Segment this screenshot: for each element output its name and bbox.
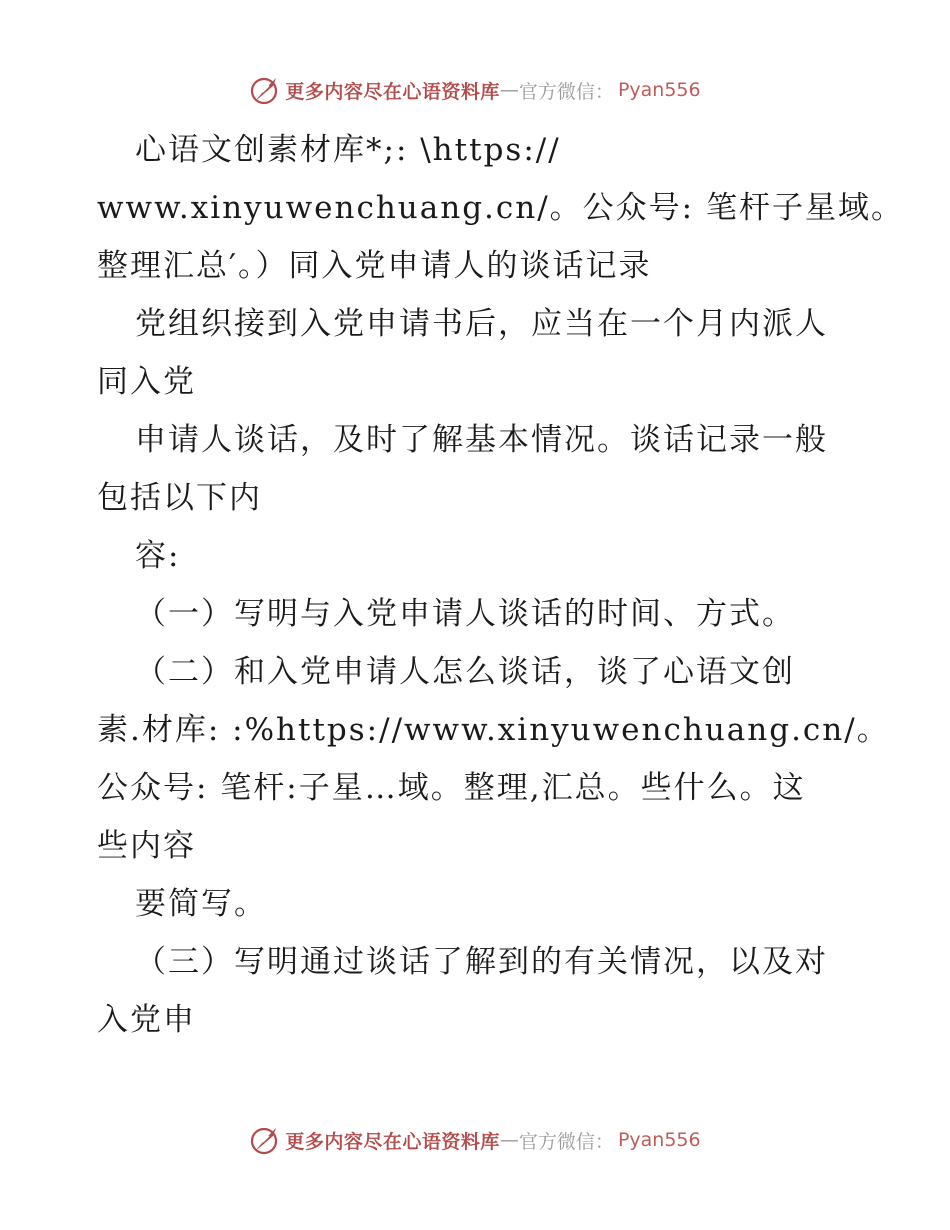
body-line: 些内容	[97, 828, 196, 864]
quill-pen-icon	[249, 1124, 281, 1156]
header-brand-text: 更多内容尽在心语资料库	[285, 80, 500, 103]
body-line: 心语文创素材库*;: \https://	[135, 132, 561, 168]
body-line: 素.材库: :%https://www.xinyuwenchuang.cn/。	[97, 712, 890, 748]
footer-dash: —	[499, 1129, 519, 1151]
body-line: 申请人谈话，及时了解基本情况。谈话记录一般	[135, 422, 828, 458]
header-wechat-label: 官方微信：	[518, 80, 614, 103]
body-line: www.xinyuwenchuang.cn/。公众号: 笔杆子星域。	[97, 190, 904, 226]
body-line: 整理汇总′。）同入党申请人的谈话记录	[97, 248, 652, 284]
body-line: 包括以下内	[97, 480, 262, 516]
body-line: 同入党	[97, 364, 196, 400]
body-line: （二）和入党申请人怎么谈话，谈了心语文创	[135, 654, 795, 690]
footer-wechat-label: 官方微信：	[518, 1130, 614, 1153]
header-wechat-id: Pyan556	[617, 79, 701, 101]
footer-banner	[0, 1120, 950, 1160]
body-line: 公众号: 笔杆:子星…域。整理,汇总。些什么。这	[97, 770, 806, 806]
document-body	[97, 121, 904, 1049]
quill-pen-icon	[249, 74, 281, 106]
body-line: 党组织接到入党申请书后，应当在一个月内派人	[135, 306, 828, 342]
header-banner	[0, 70, 950, 110]
body-line: 入党申	[97, 1002, 196, 1038]
body-line: 要简写。	[135, 886, 267, 922]
footer-wechat-id: Pyan556	[617, 1129, 701, 1151]
header-dash: —	[499, 79, 519, 101]
body-line: （一）写明与入党申请人谈话的时间、方式。	[135, 596, 795, 632]
footer-brand-text: 更多内容尽在心语资料库	[285, 1130, 500, 1153]
body-line: （三）写明通过谈话了解到的有关情况，以及对	[135, 944, 828, 980]
body-line: 容:	[135, 538, 181, 574]
